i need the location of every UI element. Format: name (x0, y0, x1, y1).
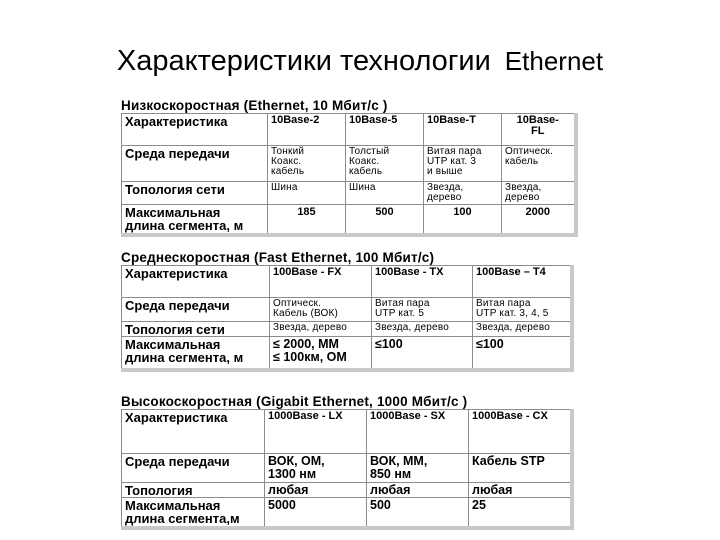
row-label: Среда передачи (122, 298, 270, 322)
table-row (122, 146, 576, 182)
table-cell: Тонкий Коакс. кабель (268, 146, 346, 182)
header-cell: 1000Base - LX (265, 410, 367, 454)
row-label: Среда передачи (122, 454, 265, 483)
header-cell: 10Base-5 (346, 114, 424, 146)
table-cell: Толстый Коакс. кабель (346, 146, 424, 182)
table-header-row (122, 114, 576, 146)
section-heading: Высокоскоростная (Gigabit Ethernet, 1000 Мбит/с ) (121, 394, 468, 409)
table-cell: 2000 (502, 205, 576, 235)
section-high-speed (121, 394, 574, 530)
table-cell: Витая пара UTP кат. 5 (372, 298, 473, 322)
header-cell: 100Base – T4 (473, 266, 572, 298)
table-cell: Звезда, дерево (372, 322, 473, 337)
table-cell: любая (265, 483, 367, 498)
row-label: Максимальная длина сегмента, м (122, 337, 270, 370)
table-cell: ≤100 (372, 337, 473, 370)
table-cell: 5000 (265, 498, 367, 528)
section-heading: Среднескоростная (Fast Ethernet, 100 Мбит/с) (121, 250, 435, 265)
table-cell: любая (367, 483, 469, 498)
table-row (122, 454, 572, 483)
table-row (122, 337, 572, 370)
header-cell: Характеристика (122, 114, 268, 146)
table-cell: ВОК, ОМ, 1300 нм (265, 454, 367, 483)
table-cell: Витая пара UTP кат. 3 и выше (424, 146, 502, 182)
table-cell: Витая пара UTP кат. 3, 4, 5 (473, 298, 572, 322)
spec-table-10mbit (121, 113, 578, 237)
table-row (122, 322, 572, 337)
table-header-row (122, 410, 572, 454)
row-label: Топология сети (122, 322, 270, 337)
table-cell: Оптическ. кабель (502, 146, 576, 182)
header-cell: 100Base - TX (372, 266, 473, 298)
table-cell: Звезда, дерево (270, 322, 372, 337)
table-row (122, 205, 576, 235)
table-cell: Звезда, дерево (473, 322, 572, 337)
table-cell: ≤100 (473, 337, 572, 370)
table-cell: Звезда, дерево (502, 182, 576, 205)
header-cell: 10Base- FL (502, 114, 576, 146)
table-row (122, 182, 576, 205)
header-cell: 10Base-T (424, 114, 502, 146)
table-cell: Кабель STP (469, 454, 572, 483)
row-label: Топология сети (122, 182, 268, 205)
header-cell: Характеристика (122, 410, 265, 454)
spec-table-100mbit (121, 265, 574, 372)
row-label: Максимальная длина сегмента, м (122, 205, 268, 235)
table-cell: любая (469, 483, 572, 498)
header-cell: 1000Base - CX (469, 410, 572, 454)
table-header-row (122, 266, 572, 298)
header-cell: 10Base-2 (268, 114, 346, 146)
table-cell: 185 (268, 205, 346, 235)
table-cell: 25 (469, 498, 572, 528)
table-cell: Шина (268, 182, 346, 205)
table-cell: 100 (424, 205, 502, 235)
row-label: Максимальная длина сегмента,м (122, 498, 265, 528)
spec-table-1000mbit (121, 409, 574, 530)
slide-title (0, 44, 720, 78)
table-cell: Звезда, дерево (424, 182, 502, 205)
header-cell: 1000Base - SX (367, 410, 469, 454)
header-cell: 100Base - FX (270, 266, 372, 298)
table-cell: 500 (346, 205, 424, 235)
section-medium-speed (121, 250, 574, 372)
row-label: Среда передачи (122, 146, 268, 182)
title-ethernet: Ethernet (504, 46, 604, 76)
table-cell: ВОК, ММ, 850 нм (367, 454, 469, 483)
header-cell: Характеристика (122, 266, 270, 298)
table-cell: 500 (367, 498, 469, 528)
table-cell: Оптическ. Кабель (ВОК) (270, 298, 372, 322)
section-heading: Низкоскоростная (Ethernet, 10 Мбит/с ) (121, 98, 388, 113)
title-main: Характеристики технологии (116, 45, 491, 77)
table-row (122, 498, 572, 528)
table-cell: Шина (346, 182, 424, 205)
table-cell: ≤ 2000, ММ ≤ 100км, ОМ (270, 337, 372, 370)
row-label: Топология (122, 483, 265, 498)
table-row (122, 298, 572, 322)
section-low-speed (121, 98, 578, 237)
table-row (122, 483, 572, 498)
